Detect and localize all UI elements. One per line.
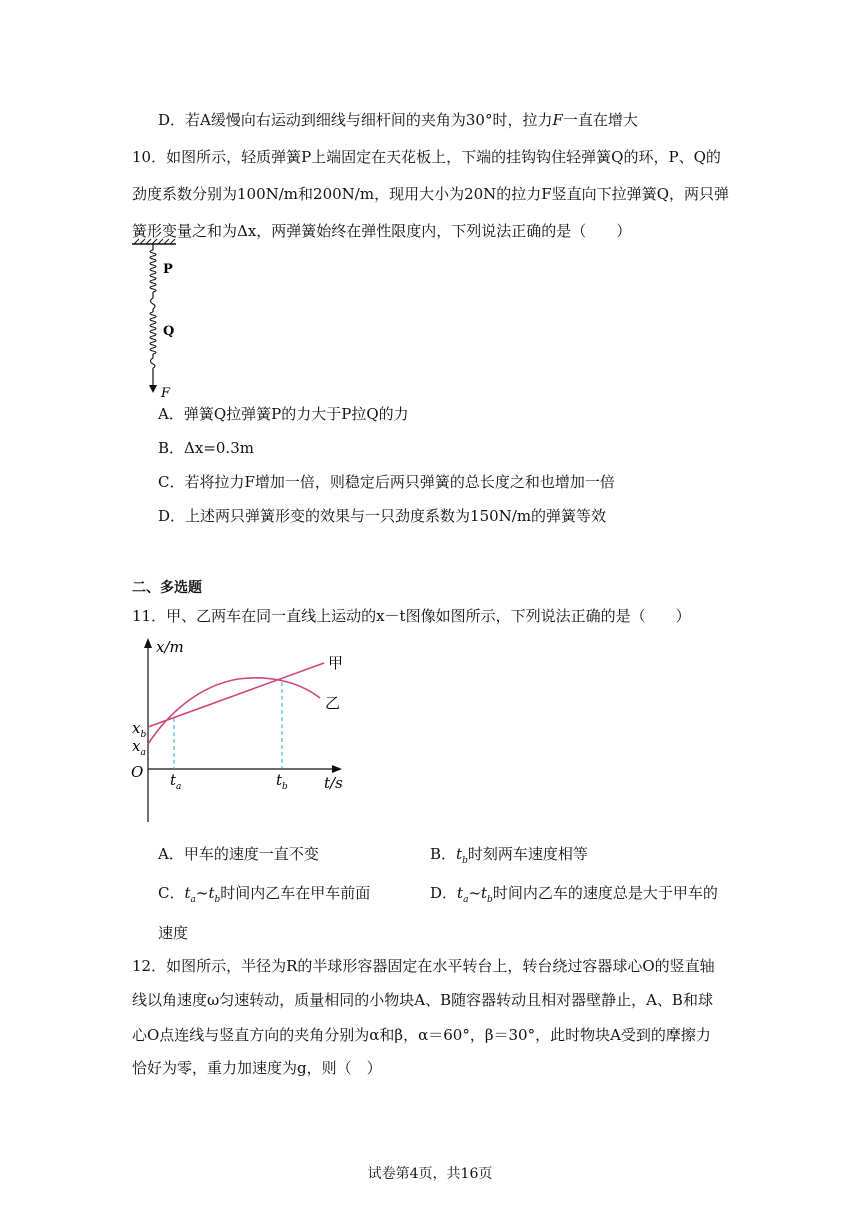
var-t: t xyxy=(184,884,191,902)
spring-p xyxy=(150,250,156,292)
q9-option-d xyxy=(158,109,638,131)
option-letter: B． xyxy=(430,845,457,863)
var-t: t xyxy=(457,884,464,902)
q10-spring-figure xyxy=(130,238,190,398)
x-axis-label: t/s xyxy=(324,774,343,792)
origin-label: O xyxy=(131,763,144,781)
subscript: b xyxy=(487,895,493,905)
q10-option-c: C．若将拉力F增加一倍，则稳定后两只弹簧的总长度之和也增加一倍 xyxy=(158,473,615,491)
option-text: 一直在增大 xyxy=(562,111,638,129)
q12-stem-line2: 线以角速度ω匀速转动，质量相同的小物块A、B随容器转动且相对器壁静止，A、B和球 xyxy=(132,991,713,1009)
spring-q xyxy=(150,312,156,354)
option-text: 时间内乙车的速度总是大于甲车的 xyxy=(492,884,718,902)
q12-stem-line3: 心O点连线与竖直方向的夹角分别为α和β，α＝60°，β＝30°，此时物块A受到的摩擦力 xyxy=(132,1026,711,1044)
label-q: Q xyxy=(163,324,175,339)
q11-option-d xyxy=(430,882,718,911)
q10-option-a: A．弹簧Q拉弹簧P的力大于P拉Q的力 xyxy=(158,405,409,423)
q11-option-b xyxy=(430,843,588,872)
y-axis-label: x/m xyxy=(156,638,184,656)
page-footer: 试卷第4页，共16页 xyxy=(367,1166,493,1182)
subscript: a xyxy=(463,895,469,905)
q11-option-a: A．甲车的速度一直不变 xyxy=(158,845,319,863)
q11-option-c xyxy=(158,882,370,911)
variable-F: F xyxy=(552,111,563,129)
section-title-multiple-choice: 二、多选题 xyxy=(132,580,202,596)
q10-stem-line3: 簧形变量之和为Δx，两弹簧始终在弹性限度内，下列说法正确的是（ ） xyxy=(132,222,632,240)
curve-jia-line xyxy=(148,663,324,727)
curve-jia-label: 甲 xyxy=(328,654,344,672)
q12-stem-line4: 恰好为零，重力加速度为g，则（ ） xyxy=(132,1059,382,1077)
option-text: 时间内乙车在甲车前面 xyxy=(220,884,371,902)
option-text: 时刻两车速度相等 xyxy=(467,845,588,863)
xb-label: $x_b$ xyxy=(132,719,147,740)
q10-stem-line2: 劲度系数分别为100N/m和200N/m，现用大小为20N的拉力F竖直向下拉弹簧Q，两只弹 xyxy=(132,185,729,203)
tilde: ~ xyxy=(468,884,482,902)
var-t: t xyxy=(208,884,215,902)
option-letter: C． xyxy=(158,884,185,902)
tb-label: $t_b$ xyxy=(276,771,288,792)
q12-stem-line1: 12．如图所示，半径为R的半球形容器固定在水平转台上，转台绕过容器球心O的竖直轴 xyxy=(132,957,715,975)
option-text: 若A缓慢向右运动到细线与细杆间的夹角为 xyxy=(185,111,466,129)
q11-stem: 11．甲、乙两车在同一直线上运动的x－t图像如图所示，下列说法正确的是（ ） xyxy=(132,607,691,625)
ta-label: $t_a$ xyxy=(170,771,182,792)
option-letter: D． xyxy=(158,111,186,129)
q10-option-d: D．上述两只弹簧形变的效果与一只劲度系数为150N/m的弹簧等效 xyxy=(158,507,607,525)
q10-option-b: B．Δx=0.3m xyxy=(158,439,254,457)
var-t: t xyxy=(456,845,463,863)
q11-option-d-continued: 速度 xyxy=(158,924,189,942)
var-t: t xyxy=(481,884,488,902)
label-f: F xyxy=(161,386,171,398)
option-text: 时，拉力 xyxy=(492,111,553,129)
q10-stem-line1: 10．如图所示，轻质弹簧P上端固定在天花板上，下端的挂钩钩住轻弹簧Q的环，P、Q的 xyxy=(132,148,721,166)
subscript: a xyxy=(190,895,196,905)
angle-value: 30° xyxy=(465,111,493,129)
tilde: ~ xyxy=(195,884,209,902)
xa-label: $x_a$ xyxy=(132,737,146,758)
subscript: b xyxy=(462,856,468,866)
label-p: P xyxy=(163,262,173,277)
option-letter: D． xyxy=(430,884,458,902)
subscript: b xyxy=(214,895,221,905)
q11-xt-graph xyxy=(128,636,368,826)
curve-yi-label: 乙 xyxy=(325,694,341,712)
